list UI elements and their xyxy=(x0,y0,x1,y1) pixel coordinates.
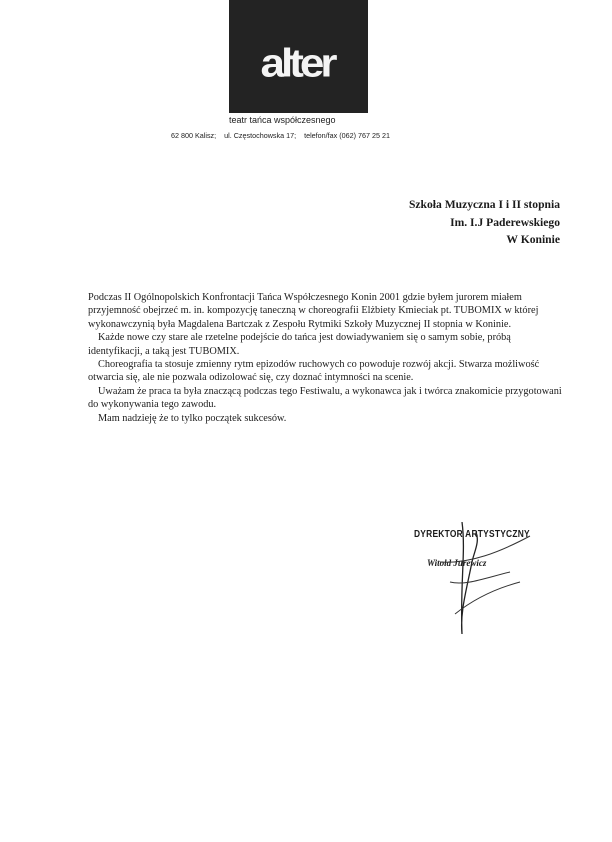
stamp-title: DYREKTOR ARTYSTYCZNY xyxy=(414,528,530,540)
postal-code: 62 800 Kalisz; xyxy=(171,131,217,140)
logo: alter xyxy=(260,41,334,86)
phone-fax: telefon/fax (062) 767 25 21 xyxy=(304,131,390,140)
street-address: ul. Częstochowska 17; xyxy=(224,131,297,140)
recipient-line-1: Szkoła Muzyczna I i II stopnia xyxy=(408,198,560,211)
logo-block xyxy=(229,0,368,113)
paragraph-5: Mam nadzieję że to tylko początek sukcesów. xyxy=(98,412,287,424)
recipient-line-3: W Koninie xyxy=(506,233,560,246)
paragraph-1: Podczas II Ogólnopolskich Konfrontacji Tańca Współczesnego Konin 2001 gdzie byłem jurorem miałem przyjemność obejrzeć m. in. kompozycję taneczną w choreografii Elżbiety Kmieciak pt. TUBOMIX w której wykonawczynią była Magdalena Bartczak z Zespołu Rytmiki Szkoły Muzycznej II stopnia w Koninie. xyxy=(88,292,539,330)
handwritten-signature xyxy=(410,522,550,640)
letterhead-address xyxy=(171,131,471,140)
paragraph-3: Choreografia ta stosuje zmienny rytm epizodów ruchowych co powoduje rozwój akcji. Stwarza możliwość otwarcia się, ale nie pozwala odizolować się, czy doznać intymności na scenie. xyxy=(88,359,540,384)
recipient-address xyxy=(409,196,560,249)
stamp-name: Witold Jurewicz xyxy=(427,558,487,568)
letter-body xyxy=(88,291,568,425)
paragraph-2: Każde nowe czy stare ale rzetelne podejście do tańca jest dowiadywaniem się o samym sobie, próbą identyfikacji, a taką jest TUBOMIX. xyxy=(88,332,511,357)
recipient-line-2: Im. I.J Paderewskiego xyxy=(450,215,560,229)
letterhead-subtitle: teatr tańca współczesnego xyxy=(229,115,336,125)
paragraph-4: Uważam że praca ta była znaczącą podczas tego Festiwalu, a wykonawca jak i twórca znakomicie przygotowani do wykonywania tego zawodu. xyxy=(88,385,562,411)
